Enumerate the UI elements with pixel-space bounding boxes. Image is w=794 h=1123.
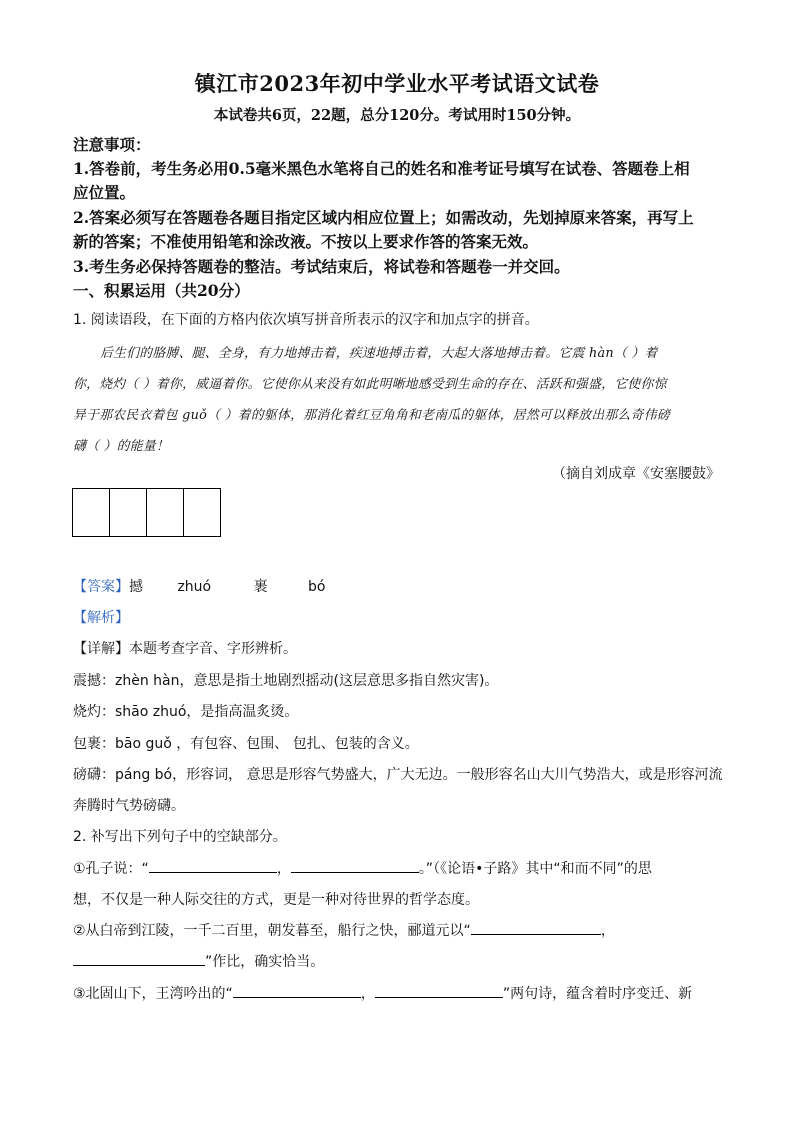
q2-sentence-1-line-2: 想，不仅是一种人际交往的方式，更是一种对待世界的哲学态度。	[73, 892, 479, 908]
q1-passage-line-2: 你，烧灼（ ）着你，威逼着你。它使你从来没有如此明晰地感受到生命的存在、活跃和强盛，它使你惊	[73, 377, 667, 392]
answer-cell[interactable]	[109, 488, 147, 537]
q2-s3-sep: ，	[360, 986, 375, 1002]
q2-sentence-3	[73, 983, 733, 1003]
section-1-heading: 一、积累运用（共20分）	[73, 281, 250, 300]
q1-prompt: 1. 阅读语段，在下面的方格内依次填写拼音所表示的汉字和加点字的拼音。	[73, 312, 539, 328]
fill-blank[interactable]	[149, 858, 277, 873]
answer-cell[interactable]	[146, 488, 184, 537]
notice-item-1-line-2: 应位置。	[73, 183, 136, 202]
fill-blank[interactable]	[375, 983, 503, 998]
answer-line	[73, 576, 723, 596]
q2-s2-sep: ，	[600, 923, 615, 939]
q2-s3-text-a: ③北固山下，王湾吟出的“	[73, 986, 233, 1002]
answer-3: 裹	[253, 579, 268, 595]
page-title: 镇江市2023年初中学业水平考试语文试卷	[194, 71, 600, 96]
notice-item-1-line-1: 1.答卷前，考生务必用0.5毫米黑色水笔将自己的姓名和准考证号填写在试卷、答题卷上相	[73, 159, 690, 178]
analysis-line-4: 磅礴：páng bó，形容词， 意思是形容气势盛大，广大无边。一般形容名山大川气势浩大，或是形容河流	[73, 767, 723, 783]
q1-source: （摘自刘成章《安塞腰鼓》	[552, 466, 720, 482]
q2-sentence-2	[73, 920, 733, 940]
notice-item-3: 3.考生务必保持答题卷的整洁。考试结束后，将试卷和答题卷一并交回。	[73, 257, 570, 276]
analysis-detail: 【详解】本题考查字音、字形辨析。	[73, 641, 297, 657]
analysis-line-1: 震撼：zhèn hàn，意思是指土地剧烈摇动(这层意思多指自然灾害)。	[73, 673, 499, 689]
q2-sentence-2-line-2	[73, 951, 723, 971]
fill-blank[interactable]	[291, 858, 419, 873]
notice-item-2-line-1: 2.答案必须写在答题卷各题目指定区域内相应位置上；如需改动，先划掉原来答案，再写上	[73, 208, 694, 227]
answer-4: bó	[308, 579, 326, 595]
analysis-line-2: 烧灼：shāo zhuó，是指高温炙烫。	[73, 704, 299, 720]
answer-cell[interactable]	[183, 488, 221, 537]
q1-passage-line-1: 后生们的胳膊、腿、全身，有力地搏击着，疾速地搏击着，大起大落地搏击着。它震 hàn（ ）着	[100, 346, 658, 361]
q2-s2-text-b: ”作比，确实恰当。	[205, 954, 325, 970]
analysis-line-5: 奔腾时气势磅礴。	[73, 798, 185, 814]
q2-s2-text-a: ②从白帝到江陵，一千二百里，朝发暮至，船行之快，郦道元以“	[73, 923, 471, 939]
q2-s1-text-b: 。”（《论语•子路》其中“和而不同”的思	[418, 861, 652, 877]
q1-passage-line-4: 礴（ ）的能量！	[73, 439, 170, 454]
page-subtitle: 本试卷共6页，22题，总分120分。考试用时150分钟。	[213, 107, 581, 124]
q2-s3-text-b: ”两句诗，蕴含着时序变迁、新	[502, 986, 693, 1002]
fill-blank[interactable]	[233, 983, 361, 998]
answer-cell[interactable]	[72, 488, 110, 537]
q1-passage-line-3: 异于那农民衣着包 guǒ（ ）着的躯体，那消化着红豆角角和老南瓜的躯体，居然可以释放出那么奇伟磅	[73, 408, 670, 423]
answer-grid	[72, 488, 220, 537]
analysis-label: 【解析】	[73, 610, 129, 626]
answer-2: zhuó	[177, 579, 212, 595]
answer-label: 【答案】	[73, 579, 129, 595]
fill-blank[interactable]	[471, 920, 601, 935]
q2-prompt: 2. 补写出下列句子中的空缺部分。	[73, 829, 287, 845]
answer-1: 撼	[129, 579, 143, 595]
notice-heading: 注意事项：	[73, 135, 151, 154]
fill-blank[interactable]	[73, 951, 205, 966]
q2-sentence-1	[73, 858, 733, 878]
notice-item-2-line-2: 新的答案；不准使用铅笔和涂改液。不按以上要求作答的答案无效。	[73, 232, 539, 251]
analysis-line-3: 包裹：bāo guǒ ，有包容、包围、 包扎、包装的含义。	[73, 736, 419, 752]
q2-s1-sep: ，	[276, 861, 291, 877]
q2-s1-text-a: ①孔子说：“	[73, 861, 149, 877]
